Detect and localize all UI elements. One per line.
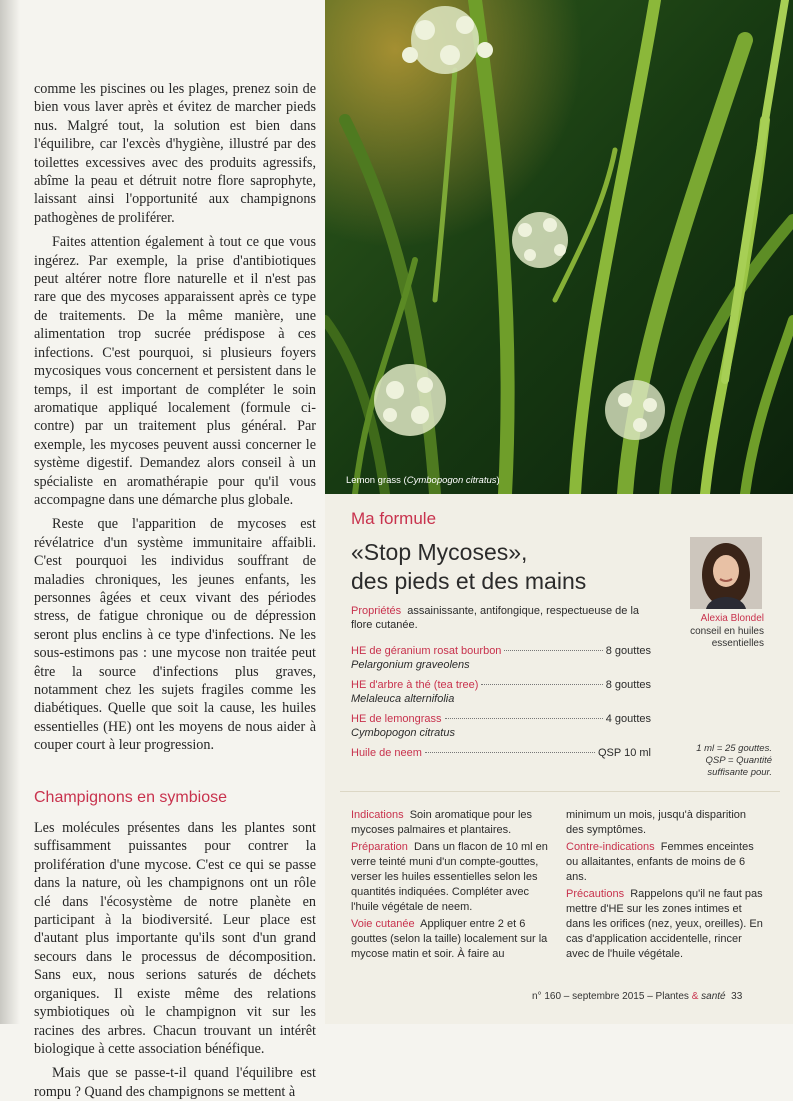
application-continued: minimum un mois, jusqu'à disparition des symptômes. <box>566 809 747 836</box>
page-number: 33 <box>731 991 743 1002</box>
author-credit <box>660 613 764 651</box>
usage-left-column <box>351 808 551 964</box>
ingredient-row: HE de géranium rosat bourbon 8 gouttes Pelargonium graveolens <box>351 645 651 671</box>
article-paragraph: Reste que l'apparition de mycoses est révélatrice d'un système immunitaire affaibli. C'est pourquoi les individus souffrant de maladies chroniques, les jeunes enfants, les personnes âgées et ceux vivant des périodes stress, de fatigue chronique ou de dépression seront plus enclins à ce type d'infections. Ne les sous-estimons pas : une mycose non traitée peut être la source d'infections plus graves, notamment chez les sujets fragiles comme les diabétiques. Quelle que soit la cause, les huiles essentielles (HE) ont les moyens de nous aider à couper court à leur progression. <box>34 516 316 754</box>
ingredient-row: HE de lemongrass 4 gouttes Cymbopogon citratus <box>351 713 651 739</box>
photo-caption: Lemon grass (Cymbopogon citratus) <box>346 475 500 486</box>
indications: Indications Soin aromatique pour les mycoses palmaires et plantaires. <box>351 809 533 836</box>
measure-note: 1 ml = 25 gouttes. QSP = Quantité suffisante pour. <box>696 743 772 778</box>
article-paragraph: comme les piscines ou les plages, prenez soin de bien vous laver après et évitez de marcher pieds nus. Malgré tout, la solution est bien dans l'équilibre, car l'excès d'hygiène, illustré par des toilettes excessives avec des produits agressifs, abîme la peau et détruit notre flore saprophyte, laissant ainsi l'opportunité aux champignons pathogènes de proliférer. <box>34 81 316 226</box>
page-footer: n° 160 – septembre 2015 – Plantes & santé 33 <box>532 991 743 1002</box>
lemongrass-photo <box>325 0 793 494</box>
ingredient-row: Huile de neem QSP 10 ml <box>351 747 651 759</box>
contraindications: Contre-indications Femmes enceintes ou allaitantes, enfants de moins de 6 ans. <box>566 841 754 883</box>
divider <box>340 791 780 792</box>
magazine-name: Plantes & santé <box>655 991 726 1002</box>
article-paragraph: Faites attention également à tout ce que vous ingérez. Par exemple, la prise d'antibiotiques peut altérer notre flore naturelle et il n'est pas rare que des mycoses apparaissent après ce type de traitements. De la même manière, une alimentation trop sucrée prédispose à ces infections. C'est pourquoi, si plusieurs foyers mycosiques vous concernent et persistent dans le temps, il est important de compléter le soin aromatique appliqué localement (formule ci-contre) par un traitement plus général. Par exemple, les mycoses peuvent aussi concerner le système digestif. Demandez alors conseil à un spécialiste en aromathérapie pour qu'il vous accompagne dans une démarche plus globale. <box>34 234 316 508</box>
application: Voie cutanée Appliquer entre 2 et 6 gouttes (selon la taille) localement sur la mycose matin et soir. À faire au <box>351 918 548 960</box>
preparation: Préparation Dans un flacon de 10 ml en verre teinté muni d'un compte-gouttes, verser les huiles essentielles selon les quantités indiquées. Compléter avec l'huile végétale de neem. <box>351 841 548 913</box>
article-paragraph: Mais que se passe-t-il quand l'équilibre est rompu ? Quand des champignons se mettent à <box>34 1065 316 1100</box>
author-role: conseil en huiles essentielles <box>690 625 764 649</box>
section-heading: Champignons en symbiose <box>34 788 227 806</box>
article-paragraph: Les molécules présentes dans les plantes sont suffisamment puissantes pour contrer la prolifération d'une mycose. C'est ce qui se passe dans la nature, où les champignons ont un rôle clé dans l'écosystème de notre planète en participant à la biodiversité. Leur place est d'autant plus importante qu'ils sont d'un grand secours dans le processus de décomposition. Sans eux, nous serions saturés de déchets organiques. Il existe même des relations symbiotiques où le champignon vit sur les racines des arbres. Chacun trouvant un intérêt biologique à cette association bénéfique. <box>34 820 316 1057</box>
formula-title: «Stop Mycoses», des pieds et des mains <box>351 539 587 594</box>
article-left-column <box>34 80 316 1101</box>
page-gutter-shadow <box>0 0 20 1024</box>
author-name: Alexia Blondel <box>700 613 764 624</box>
ingredient-list <box>351 645 651 781</box>
usage-right-column <box>566 808 766 964</box>
formula-kicker: Ma formule <box>351 509 437 528</box>
author-photo <box>690 537 762 609</box>
precautions: Précautions Rappelons qu'il ne faut pas mettre d'HE sur les zones intimes et dans les orifices (nez, yeux, oreilles). En cas d'application accidentelle, rincer avec de l'huile végétale. <box>566 888 763 960</box>
ingredient-row: HE d'arbre à thé (tea tree) 8 gouttes Melaleuca alternifolia <box>351 679 651 705</box>
properties: Propriétés assainissante, antifongique, respectueuse de la flore cutanée. <box>351 605 640 631</box>
